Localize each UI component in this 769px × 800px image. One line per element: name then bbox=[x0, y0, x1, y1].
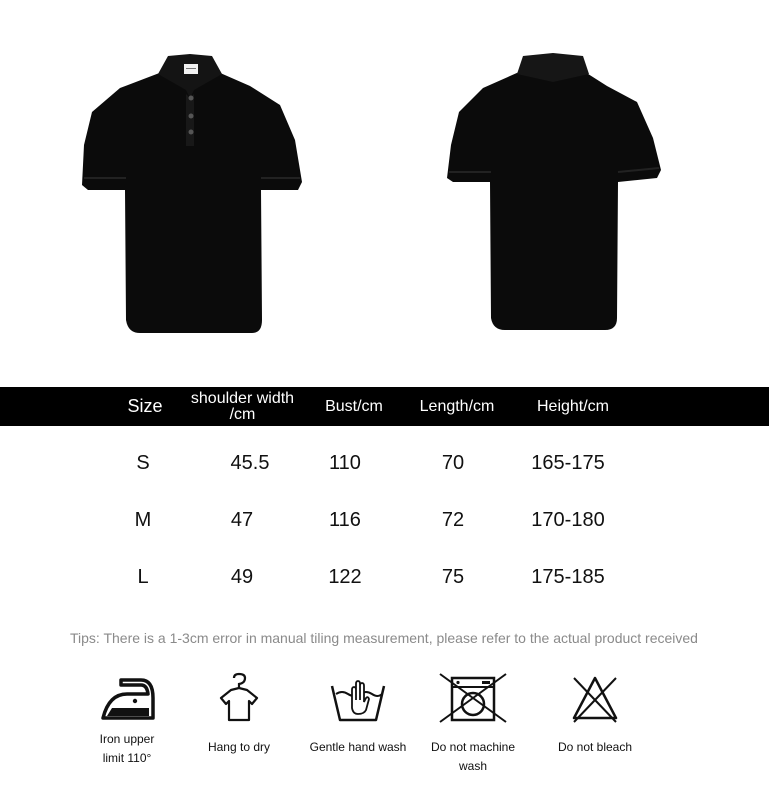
shirt-front-image bbox=[80, 50, 302, 335]
cell-length: 70 bbox=[441, 451, 465, 474]
no-bleach-icon bbox=[570, 672, 620, 724]
table-row bbox=[0, 448, 769, 478]
care-hang bbox=[184, 672, 294, 757]
cell-bust: 116 bbox=[329, 508, 361, 531]
cell-length: 72 bbox=[441, 508, 465, 531]
care-no-machine bbox=[418, 672, 528, 776]
header-shoulder-line2: /cm bbox=[229, 405, 256, 423]
cell-shoulder: 47 bbox=[230, 508, 254, 531]
care-iron-line1: Iron upper bbox=[99, 732, 155, 746]
care-iron bbox=[72, 672, 182, 768]
measurement-tips: Tips: There is a 1-3cm error in manual tiling measurement, please refer to the actual product received bbox=[70, 630, 698, 646]
shirt-back-image bbox=[445, 50, 663, 332]
care-no-machine-label: Do not machine wash bbox=[430, 740, 516, 773]
cell-bust: 122 bbox=[328, 565, 362, 588]
hand-wash-icon bbox=[328, 672, 388, 724]
header-shoulder-width bbox=[180, 387, 305, 426]
table-row bbox=[0, 505, 769, 535]
cell-size: L bbox=[137, 565, 149, 588]
care-no-bleach bbox=[540, 672, 650, 757]
table-row bbox=[0, 562, 769, 592]
cell-length: 75 bbox=[441, 565, 465, 588]
header-bust: Bust/cm bbox=[325, 397, 383, 415]
care-wash-label: Gentle hand wash bbox=[309, 740, 407, 754]
size-table-header bbox=[0, 387, 769, 426]
header-length: Length/cm bbox=[419, 397, 495, 415]
cell-size: S bbox=[136, 451, 150, 474]
cell-bust: 110 bbox=[329, 451, 361, 474]
cell-height: 170-180 bbox=[531, 508, 605, 531]
cell-shoulder: 45.5 bbox=[230, 451, 270, 474]
cell-size: M bbox=[134, 508, 152, 531]
header-shoulder-line1: shoulder width bbox=[190, 389, 295, 407]
cell-shoulder: 49 bbox=[230, 565, 254, 588]
care-hang-label: Hang to dry bbox=[207, 740, 271, 754]
header-height: Height/cm bbox=[536, 397, 610, 415]
iron-icon bbox=[97, 672, 157, 724]
hang-dry-icon bbox=[219, 672, 259, 724]
no-machine-wash-icon bbox=[438, 672, 508, 724]
care-iron-line2: limit 110° bbox=[102, 751, 152, 765]
cell-height: 165-175 bbox=[531, 451, 605, 474]
cell-height: 175-185 bbox=[531, 565, 605, 588]
header-size: Size bbox=[127, 396, 163, 416]
care-no-bleach-label: Do not bleach bbox=[557, 740, 633, 754]
care-wash bbox=[303, 672, 413, 757]
